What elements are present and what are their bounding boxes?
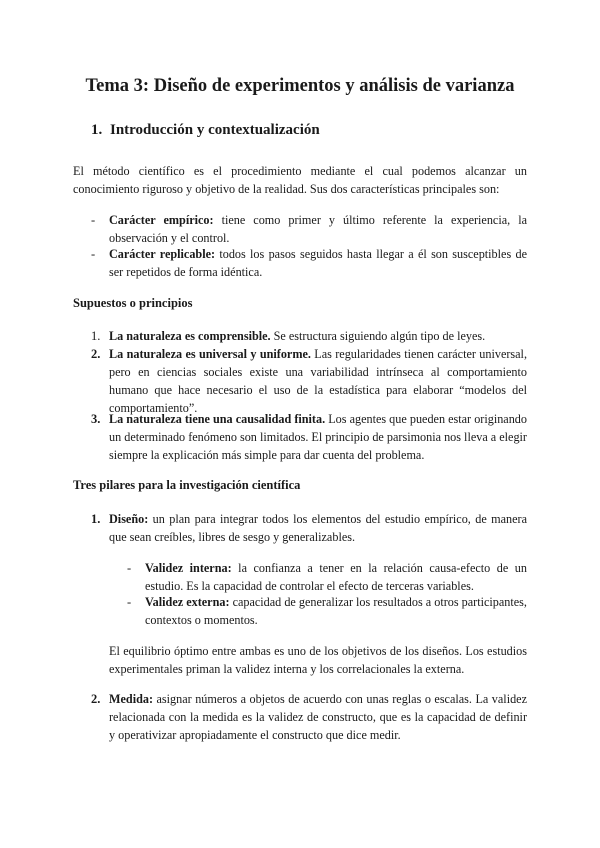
characteristic-empirical <box>109 211 527 247</box>
document-title: Tema 3: Diseño de experimentos y análisis de varianza <box>85 76 515 96</box>
description: todos los pasos seguidos hasta llegar a él son susceptibles de ser repetidos de forma idéntica. <box>109 247 527 279</box>
bullet-marker: - <box>127 561 132 575</box>
bullet-marker: - <box>127 595 132 609</box>
list-number: 1. <box>91 329 101 343</box>
characteristic-replicable <box>109 245 527 281</box>
section-1-title: Introducción y contextualización <box>110 122 320 138</box>
term: Validez interna: <box>145 561 232 575</box>
assumption-1 <box>109 327 527 345</box>
term: La naturaleza tiene una causalidad finita. <box>109 412 326 426</box>
assumption-2 <box>109 345 527 417</box>
term: Carácter replicable: <box>109 247 216 261</box>
pillar-design <box>109 510 527 546</box>
description: Se estructura siguiendo algún tipo de leyes. <box>270 329 486 343</box>
term: La naturaleza es comprensible. <box>109 329 271 343</box>
external-validity <box>145 593 527 629</box>
validity-note: El equilibrio óptimo entre ambas es uno de los objetivos de los diseños. Los estudios experimentales priman la validez interna y los correlacionales la externa. <box>109 644 527 676</box>
pillar-measure <box>109 690 527 744</box>
list-number: 2. <box>91 692 101 706</box>
term: Validez externa: <box>145 595 230 609</box>
term: Carácter empírico: <box>109 213 214 227</box>
description: tiene como primer y último referente la experiencia, la observación y el control. <box>109 213 527 245</box>
description: capacidad de generalizar los resultados a otros participantes, contextos o momentos. <box>145 595 527 627</box>
description: un plan para integrar todos los elementos del estudio empírico, de manera que sean creíbles, libres de sesgo y generalizables. <box>109 512 527 544</box>
bullet-marker: - <box>91 247 96 261</box>
section-1-heading <box>91 120 320 140</box>
section-1-number: 1. <box>91 122 103 138</box>
description: Las regularidades tienen carácter universal, pero en ciencias sociales existe una variabilidad intrínseca al comportamiento humano que hace necesario el uso de la estadística para elaborar “modelos del comportamiento”. <box>109 347 527 415</box>
term: La naturaleza es universal y uniforme. <box>109 347 311 361</box>
assumptions-heading: Supuestos o principios <box>73 296 193 310</box>
list-number: 1. <box>91 512 101 526</box>
intro-paragraph: El método científico es el procedimiento mediante el cual podemos alcanzar un conocimiento riguroso y objetivo de la realidad. Sus dos características principales son: <box>73 164 527 196</box>
description: Los agentes que pueden estar originando un determinado fenómeno son limitados. El principio de parsimonia nos lleva a elegir siempre la explicación más simple para dar cuenta del problema. <box>109 412 527 462</box>
list-number: 2. <box>91 347 101 361</box>
term: Medida: <box>109 692 154 706</box>
description: asignar números a objetos de acuerdo con unas reglas o escalas. La validez relacionada con la medida es la validez de constructo, que es la capacidad de definir y operativizar apropiadamente el constructo que dice medir. <box>109 692 527 742</box>
assumption-3 <box>109 410 527 464</box>
term: Diseño: <box>109 512 149 526</box>
list-number: 3. <box>91 412 101 426</box>
pillars-heading: Tres pilares para la investigación científica <box>73 478 301 492</box>
description: la confianza a tener en la relación causa-efecto de un estudio. Es la capacidad de controlar el efecto de terceras variables. <box>145 561 527 593</box>
bullet-marker: - <box>91 213 96 227</box>
internal-validity <box>145 559 527 595</box>
